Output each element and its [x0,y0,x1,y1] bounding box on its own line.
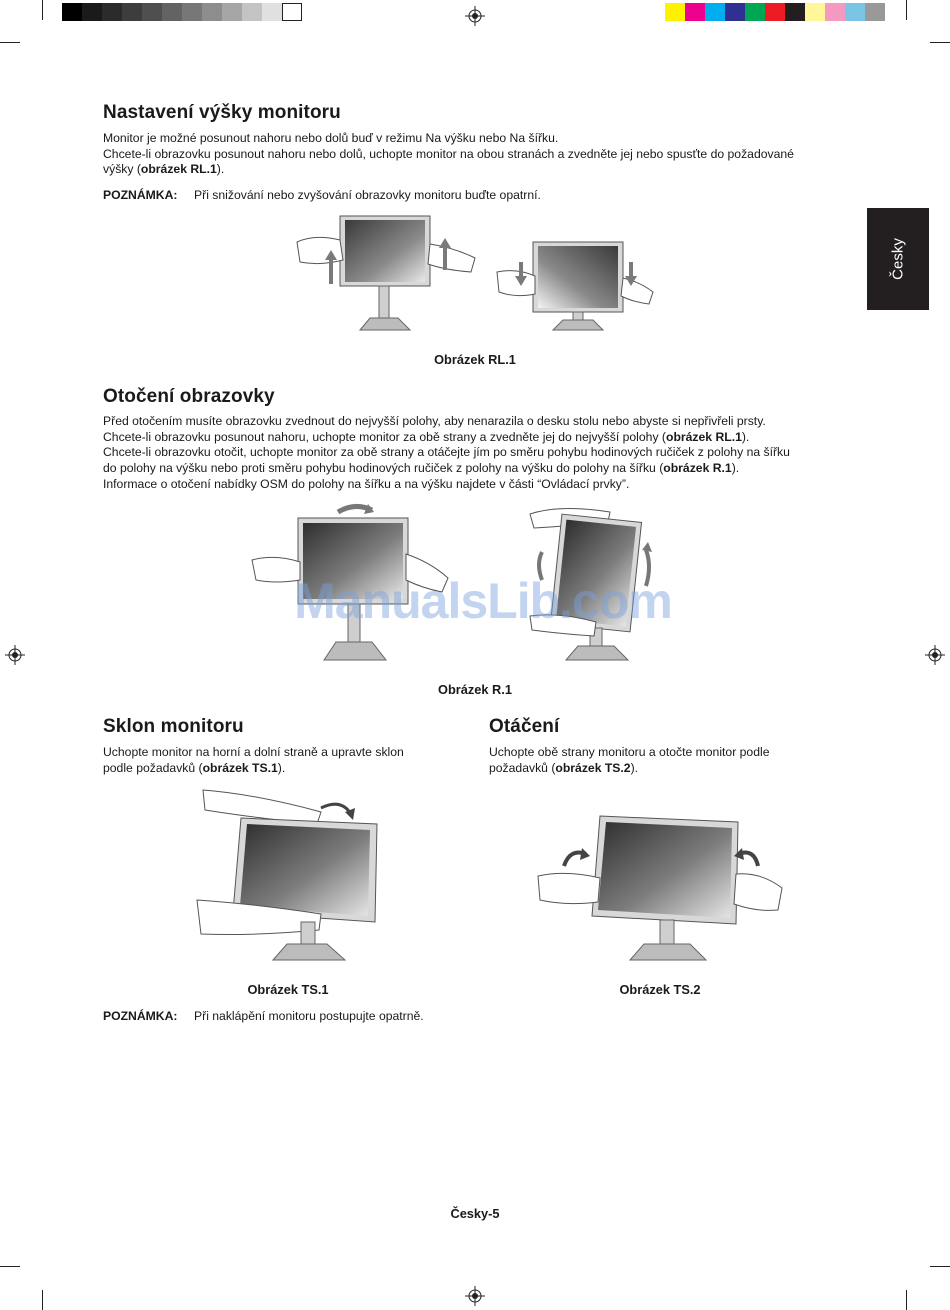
watermark-text: ManualsLib.com [294,573,672,629]
grayscale-swatch [182,3,202,21]
color-swatch [845,3,865,21]
color-swatch [805,3,825,21]
paragraph-line: Chcete-li obrazovku posunout nahoru nebo dolů, uchopte monitor na obou stranách a zvedněte jej nebo spusťte do požadované [103,146,794,161]
note-text: Při snižování nebo zvyšování obrazovky monitoru buďte opatrní. [194,188,541,202]
section-height-body [103,131,863,178]
color-swatch [765,3,785,21]
color-swatch [865,3,885,21]
color-swatch [685,3,705,21]
figure-reference: obrázek RL.1 [666,429,742,444]
grayscale-swatch [262,3,282,21]
crop-mark [930,1266,950,1267]
grayscale-swatch [122,3,142,21]
section-title-tilt: Sklon monitoru [103,716,244,737]
paragraph-line: výšky (obrázek RL.1). [103,162,225,177]
crop-mark [906,1290,907,1310]
crop-mark [42,0,43,20]
registration-mark-icon [925,645,945,665]
figure-reference: obrázek TS.1 [202,760,278,775]
note-height [103,188,541,204]
paragraph-line: Chcete-li obrazovku otočit, uchopte monitor za obě strany a otáčejte jím po směru pohybu hodinových ručiček z polohy na šířku [103,445,790,460]
figure-caption-ts2: Obrázek TS.2 [619,982,701,997]
figure-reference: obrázek R.1 [663,461,732,476]
paragraph-line: do polohy na výšku nebo proti směru pohybu hodinových ručiček z polohy na výšku do polohy na šířku (obrázek R.1). [103,461,740,476]
color-swatch [785,3,805,21]
color-swatch [665,3,685,21]
language-tab [867,208,929,310]
crop-mark [0,1266,20,1267]
color-swatch [725,3,745,21]
grayscale-swatch [62,3,82,21]
grayscale-swatch [142,3,162,21]
color-swatch [745,3,765,21]
color-swatch [825,3,845,21]
paragraph-line: Uchopte monitor na horní a dolní straně a upravte sklon [103,745,404,759]
grayscale-swatch [162,3,182,21]
figure-caption-rl1: Obrázek RL.1 [434,352,516,367]
crop-mark [0,42,20,43]
crop-mark [42,1290,43,1310]
figure-reference: obrázek RL.1 [140,162,217,177]
paragraph-line: Uchopte obě strany monitoru a otočte monitor podle [489,745,770,759]
figure-ts2-illustration [536,812,784,964]
paragraph-line: Monitor je možné posunout nahoru nebo dolů buď v režimu Na výšku nebo Na šířku. [103,131,559,145]
figure-reference: obrázek TS.2 [555,760,631,775]
note-label: POZNÁMKA: [103,1009,178,1023]
grayscale-swatch [202,3,222,21]
color-swatch [705,3,725,21]
paragraph-line: Před otočením musíte obrazovku zvednout do nejvyšší polohy, aby nenarazila o desku stolu nebo abyste si nepřivřeli prsty. [103,414,766,428]
grayscale-swatch [242,3,262,21]
paragraph-line: požadavků (obrázek TS.2). [489,760,639,775]
figure-caption-r1: Obrázek R.1 [438,682,512,697]
grayscale-swatch [102,3,122,21]
registration-mark-icon [465,6,485,26]
figure-ts1-illustration [195,788,385,966]
paragraph-line: Informace o otočení nabídky OSM do polohy na šířku a na výšku najdete v části “Ovládací prvky”. [103,476,630,491]
section-swivel-body [489,745,849,776]
page-number: Česky-5 [450,1206,500,1221]
grayscale-swatch [222,3,242,21]
paragraph-line: Chcete-li obrazovku posunout nahoru, uchopte monitor za obě strany a zvedněte jej do nejvyšší polohy (obrázek RL.1). [103,429,750,444]
section-title-height: Nastavení výšky monitoru [103,102,341,123]
crop-mark [930,42,950,43]
section-rotation-body [103,414,863,493]
crop-mark [906,0,907,20]
registration-mark-icon [465,1286,485,1306]
note-label: POZNÁMKA: [103,188,178,202]
figure-rl1-illustration [295,212,655,337]
paragraph-line: podle požadavků (obrázek TS.1). [103,760,286,775]
note-text: Při naklápění monitoru postupujte opatrně. [194,1009,424,1023]
section-title-swivel: Otáčení [489,716,560,737]
grayscale-swatch [82,3,102,21]
language-tab-label: Česky [889,238,907,280]
section-title-rotation: Otočení obrazovky [103,386,275,407]
section-tilt-body [103,745,463,776]
registration-mark-icon [5,645,25,665]
note-tilt [103,1009,424,1025]
grayscale-swatch [282,3,302,21]
figure-caption-ts1: Obrázek TS.1 [247,982,329,997]
